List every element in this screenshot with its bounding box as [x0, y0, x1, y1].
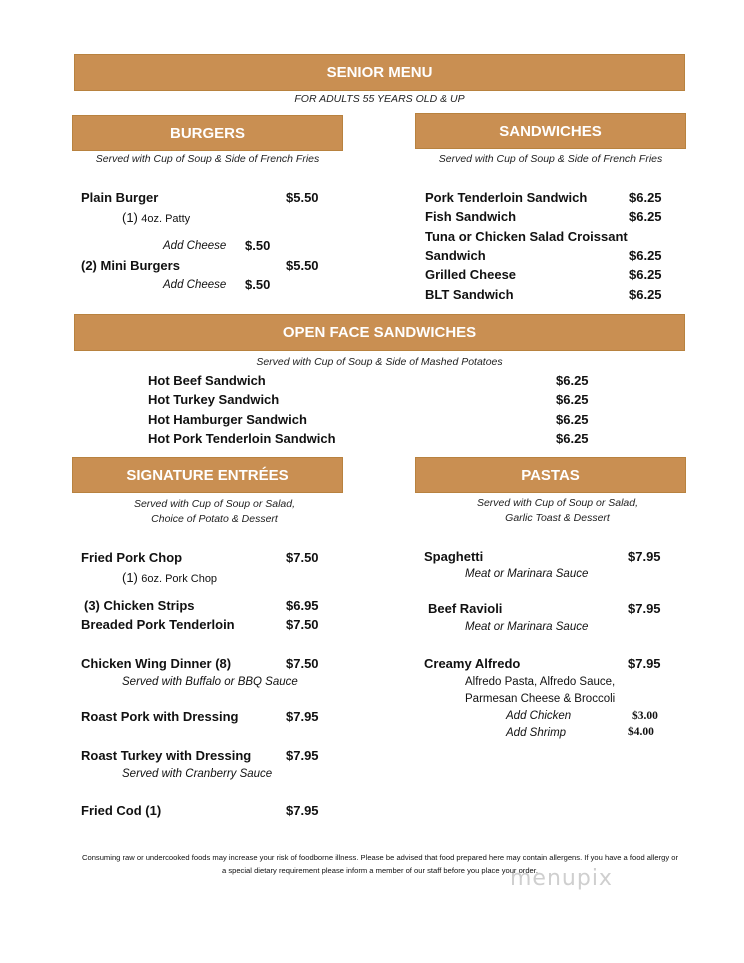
allergen-disclaimer: Consuming raw or undercooked foods may increase your risk of foodborne illness. Please be advised that food prepared here may contain allergens. If you have a food allergy or a special dietary requirement please inform a member of our staff before you place your order.	[81, 853, 679, 875]
menu-item-chicken-wing: Chicken Wing Dinner (8)	[81, 656, 232, 671]
menu-item-open-face: Hot Beef Sandwich	[148, 373, 266, 388]
menu-item-sandwich: Pork Tenderloin Sandwich	[425, 190, 588, 205]
open-face-banner	[74, 314, 685, 351]
price-sandwich: $6.25	[629, 190, 662, 205]
price-sandwich: $6.25	[629, 267, 662, 282]
menu-item-sandwich: Sandwich	[425, 248, 486, 263]
sandwiches-title: SANDWICHES	[499, 122, 602, 140]
plain-burger-patty: 4oz. Patty	[141, 213, 191, 225]
add-cheese-price-2: $.50	[245, 277, 271, 292]
menu-item-plain-burger: Plain Burger	[81, 190, 159, 205]
chicken-wing-detail: Served with Buffalo or BBQ Sauce	[122, 676, 298, 688]
pastas-banner	[415, 457, 686, 493]
roast-turkey-detail: Served with Cranberry Sauce	[122, 768, 273, 780]
burgers-note: Served with Cup of Soup & Side of French Fries	[95, 153, 320, 165]
menu-item-roast-turkey: Roast Turkey with Dressing	[81, 748, 252, 763]
menu-item-breaded-pork: Breaded Pork Tenderloin	[81, 617, 235, 632]
menu-item-fried-cod: Fried Cod (1)	[81, 803, 162, 818]
price-beef-ravioli: $7.95	[628, 601, 661, 616]
add-chicken-price: $3.00	[632, 710, 658, 722]
menu-item-mini-burgers: (2) Mini Burgers	[81, 258, 180, 273]
menu-item-fried-pork-chop: Fried Pork Chop	[81, 550, 183, 565]
pastas-note-line1: Served with Cup of Soup or Salad,	[476, 497, 639, 509]
price-sandwich: $6.25	[629, 248, 662, 263]
senior-menu-banner	[74, 54, 685, 91]
add-cheese-price-1: $.50	[245, 238, 271, 253]
price-roast-pork: $7.95	[286, 709, 319, 724]
menu-item-creamy-alfredo: Creamy Alfredo	[424, 656, 521, 671]
price-plain-burger: $5.50	[286, 190, 319, 205]
price-breaded-pork: $7.50	[286, 617, 319, 632]
price-mini-burgers: $5.50	[286, 258, 319, 273]
price-sandwich: $6.25	[629, 209, 662, 224]
menu-item-sandwich: Grilled Cheese	[425, 267, 517, 282]
price-sandwich: $6.25	[629, 287, 662, 302]
plain-burger-qty: (1)	[122, 210, 138, 225]
menu-item-roast-pork: Roast Pork with Dressing	[81, 709, 239, 724]
signature-note-line1: Served with Cup of Soup or Salad,	[133, 498, 296, 510]
burgers-title: BURGERS	[169, 124, 245, 142]
plain-burger-detail	[122, 210, 190, 225]
price-open-face: $6.25	[556, 431, 589, 446]
price-fried-pork-chop: $7.50	[286, 550, 319, 565]
add-chicken-label: Add Chicken	[506, 710, 572, 722]
pastas-title: PASTAS	[521, 466, 580, 484]
price-creamy-alfredo: $7.95	[628, 656, 661, 671]
sandwiches-banner	[415, 113, 686, 149]
menu-item-open-face: Hot Hamburger Sandwich	[148, 412, 307, 427]
menu-item-chicken-strips: (3) Chicken Strips	[84, 598, 195, 613]
price-open-face: $6.25	[556, 392, 589, 407]
senior-menu-title: SENIOR MENU	[326, 64, 433, 81]
menu-item-sandwich: BLT Sandwich	[425, 287, 514, 302]
pastas-note-line2: Garlic Toast & Dessert	[505, 512, 610, 524]
price-chicken-strips: $6.95	[286, 598, 319, 613]
price-spaghetti: $7.95	[628, 549, 661, 564]
menu-item-open-face: Hot Pork Tenderloin Sandwich	[148, 431, 336, 446]
open-face-note: Served with Cup of Soup & Side of Mashed Potatoes	[256, 356, 503, 368]
burgers-banner	[72, 115, 343, 151]
alfredo-detail-line1: Alfredo Pasta, Alfredo Sauce,	[465, 676, 616, 688]
menu-item-open-face: Hot Turkey Sandwich	[148, 392, 280, 407]
menupix-watermark: menupix	[510, 866, 613, 891]
signature-entrees-title: SIGNATURE ENTRÉES	[126, 466, 289, 484]
spaghetti-detail: Meat or Marinara Sauce	[465, 568, 589, 580]
price-chicken-wing: $7.50	[286, 656, 319, 671]
price-open-face: $6.25	[556, 412, 589, 427]
menu-item-sandwich: Fish Sandwich	[425, 209, 517, 224]
sandwiches-note: Served with Cup of Soup & Side of French Fries	[438, 153, 663, 165]
add-shrimp-label: Add Shrimp	[506, 727, 567, 739]
price-open-face: $6.25	[556, 373, 589, 388]
signature-note-line2: Choice of Potato & Dessert	[151, 513, 278, 525]
open-face-title: OPEN FACE SANDWICHES	[282, 324, 477, 341]
add-cheese-label-1: Add Cheese	[163, 240, 227, 252]
fried-pork-chop-detail	[122, 570, 217, 585]
alfredo-detail-line2: Parmesan Cheese & Broccoli	[465, 693, 616, 705]
ravioli-detail: Meat or Marinara Sauce	[465, 621, 589, 633]
signature-entrees-banner	[72, 457, 343, 493]
menu-item-beef-ravioli: Beef Ravioli	[428, 601, 503, 616]
pork-chop-qty: (1)	[122, 570, 138, 585]
menu-item-sandwich: Tuna or Chicken Salad Croissant	[425, 229, 628, 244]
menu-item-spaghetti: Spaghetti	[424, 549, 484, 564]
add-cheese-label-2: Add Cheese	[163, 279, 227, 291]
senior-menu-subtitle: FOR ADULTS 55 YEARS OLD & UP	[294, 93, 465, 105]
add-shrimp-price: $4.00	[628, 726, 654, 738]
price-roast-turkey: $7.95	[286, 748, 319, 763]
pork-chop-size: 6oz. Pork Chop	[141, 573, 218, 585]
price-fried-cod: $7.95	[286, 803, 319, 818]
